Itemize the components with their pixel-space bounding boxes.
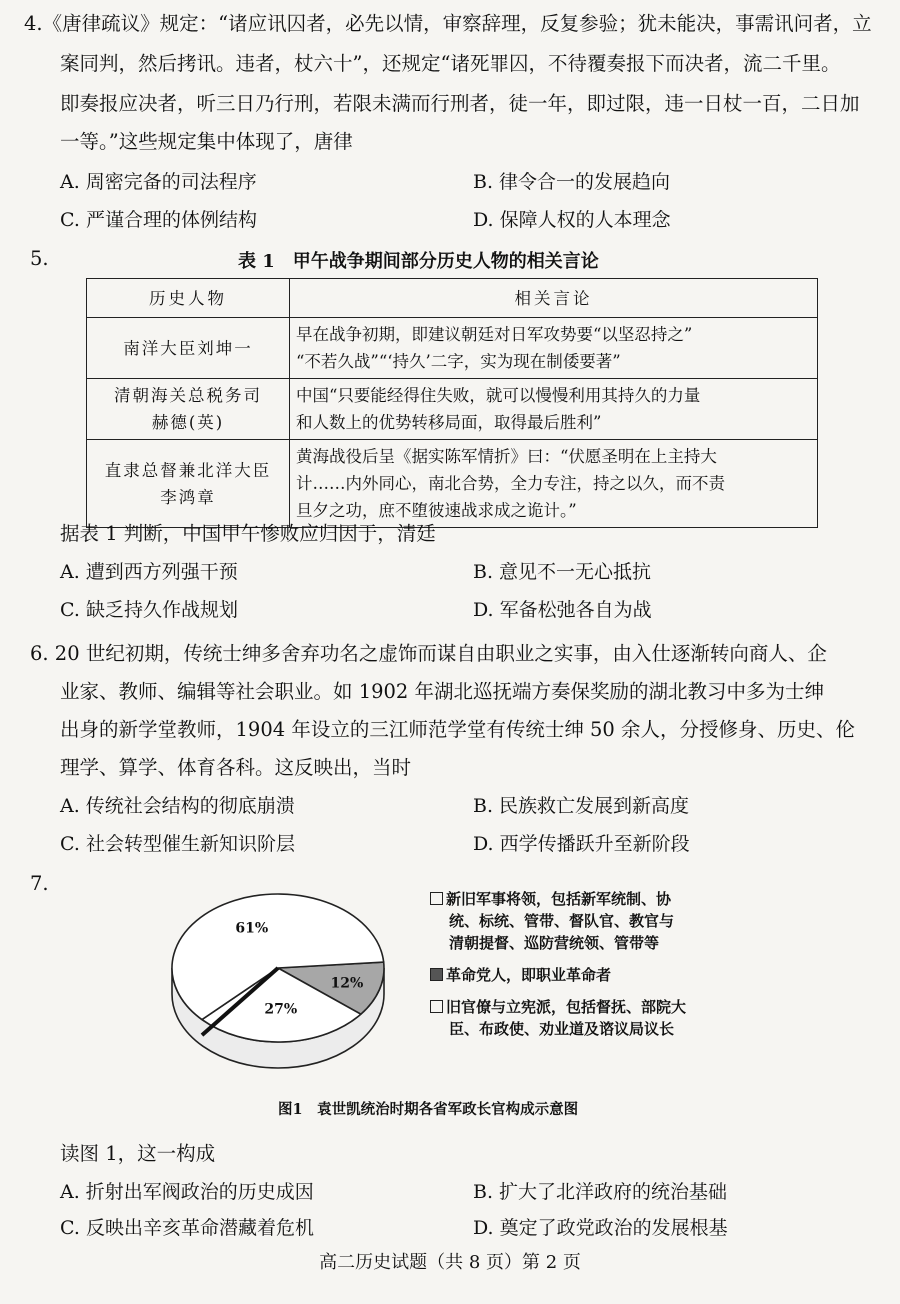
pie-legend	[430, 888, 686, 1050]
legend-item-military	[430, 888, 686, 954]
figure-1-caption: 图1 袁世凯统治时期各省军政长官构成示意图	[278, 1101, 579, 1118]
pie-chart	[160, 880, 410, 1095]
person-name: 李鸿章	[160, 487, 216, 507]
q5-option-d: D. 军备松弛各自为战	[473, 599, 652, 621]
q6-line-4: 理学、算学、体育各科。这反映出，当时	[60, 756, 412, 779]
quote-line: “不若久战”“‘持久’二字，实为现在制倭要著”	[296, 352, 621, 371]
q5-option-c: C. 缺乏持久作战规划	[60, 599, 238, 621]
legend-text: 臣、布政使、劝业道及谘议局议长	[449, 1020, 675, 1038]
header-quote: 相关言论	[290, 279, 818, 318]
q4-option-c: C. 严谨合理的体例结构	[60, 209, 257, 231]
q6-line-3: 出身的新学堂教师，1904 年设立的三江师范学堂有传统士绅 50 余人，分授修身、历史、伦	[60, 718, 856, 741]
table-header-row	[87, 279, 818, 318]
quote-cell	[290, 440, 818, 528]
q6-line-1: 6. 20 世纪初期，传统士绅多舍弃功名之虚饰而谋自由职业之实事，由入仕逐渐转向商人、企	[30, 642, 827, 665]
legend-swatch-white	[430, 892, 443, 905]
q4-line-2: 案同判，然后拷讯。违者，杖六十”，还规定“诸死罪囚，不待覆奏报下而决者，流二千里。	[60, 52, 841, 75]
q6-option-d: D. 西学传播跃升至新阶段	[473, 833, 690, 855]
legend-swatch-gray	[430, 968, 443, 981]
legend-item-bureaucrats	[430, 996, 686, 1040]
pie-slice-label: 27%	[264, 1001, 298, 1018]
person-cell	[87, 379, 290, 440]
person-name: 直隶总督兼北洋大臣	[104, 460, 272, 480]
q7-number: 7.	[30, 872, 49, 895]
legend-text: 清朝提督、巡防营统领、管带等	[449, 934, 660, 952]
quotes-table	[86, 278, 818, 528]
q5-option-a: A. 遭到西方列强干预	[60, 561, 238, 583]
quote-line: 旦夕之功，庶不堕彼速战求成之诡计。”	[296, 501, 577, 520]
q7-stem: 读图 1，这一构成	[60, 1142, 216, 1165]
q4-line-1: 4.《唐律疏议》规定：“诸应讯囚者，必先以情，审察辞理，反复参验；犹未能决，事需讯问者，立	[24, 12, 872, 35]
quote-line: 计……内外同心，南北合势，全力专注，持之以久，而不责	[296, 474, 725, 493]
person-name: 赫德(英)	[151, 413, 225, 432]
q6-option-b: B. 民族救亡发展到新高度	[473, 795, 690, 817]
q5-stem: 据表 1 判断，中国甲午惨败应归因于，清廷	[60, 522, 436, 545]
quote-line: 中国“只要能经得住失败，就可以慢慢利用其持久的力量	[296, 386, 701, 405]
q6-option-a: A. 传统社会结构的彻底崩溃	[60, 795, 295, 817]
legend-item-revolutionaries	[430, 964, 686, 986]
q5-option-b: B. 意见不一无心抵抗	[473, 561, 652, 583]
q7-option-d: D. 奠定了政党政治的发展根基	[473, 1217, 728, 1239]
q4-line-4: 一等。”这些规定集中体现了，唐律	[60, 130, 353, 153]
quote-cell	[290, 379, 818, 440]
q6-option-c: C. 社会转型催生新知识阶层	[60, 833, 295, 855]
q7-option-b: B. 扩大了北洋政府的统治基础	[473, 1181, 728, 1203]
table-row	[87, 440, 818, 528]
q4-option-d: D. 保障人权的人本理念	[473, 209, 671, 231]
table-row	[87, 379, 818, 440]
legend-text: 统、标统、管带、督队官、教官与	[449, 912, 675, 930]
person-cell	[87, 318, 290, 379]
legend-swatch-white	[430, 1000, 443, 1013]
person-name: 南洋大臣刘坤一	[123, 338, 253, 358]
page-footer: 高二历史试题（共 8 页）第 2 页	[319, 1252, 581, 1273]
q7-option-a: A. 折射出军阀政治的历史成因	[60, 1181, 314, 1203]
q7-option-c: C. 反映出辛亥革命潜藏着危机	[60, 1217, 314, 1239]
table-row	[87, 318, 818, 379]
q4-option-b: B. 律令合一的发展趋向	[473, 171, 671, 193]
quote-cell	[290, 318, 818, 379]
q5-number: 5.	[30, 247, 49, 270]
pie-slice-label: 61%	[235, 920, 269, 937]
person-name: 清朝海关总税务司	[114, 386, 262, 405]
q6-line-2: 业家、教师、编辑等社会职业。如 1902 年湖北巡抚端方奏保奖励的湖北教习中多为士绅	[60, 680, 825, 703]
legend-text: 革命党人，即职业革命者	[446, 966, 612, 984]
q4-option-a: A. 周密完备的司法程序	[60, 171, 257, 193]
header-person: 历史人物	[87, 279, 290, 318]
legend-text: 旧官僚与立宪派，包括督抚、部院大	[446, 998, 687, 1016]
person-cell	[87, 440, 290, 528]
legend-text: 新旧军事将领，包括新军统制、协	[446, 890, 672, 908]
quote-line: 早在战争初期，即建议朝廷对日军攻势要“以坚忍持之”	[296, 325, 693, 344]
quote-line: 和人数上的优势转移局面，取得最后胜利”	[296, 413, 602, 432]
table-1-title: 表 1 甲午战争期间部分历史人物的相关言论	[238, 251, 599, 272]
quote-line: 黄海战役后呈《据实陈军情折》曰：“伏愿圣明在上主持大	[296, 447, 717, 466]
pie-slice-label: 12%	[330, 975, 364, 992]
q4-line-3: 即奏报应决者，听三日乃行刑，若限未满而行刑者，徒一年，即过限，违一日杖一百，二日加	[60, 92, 860, 115]
